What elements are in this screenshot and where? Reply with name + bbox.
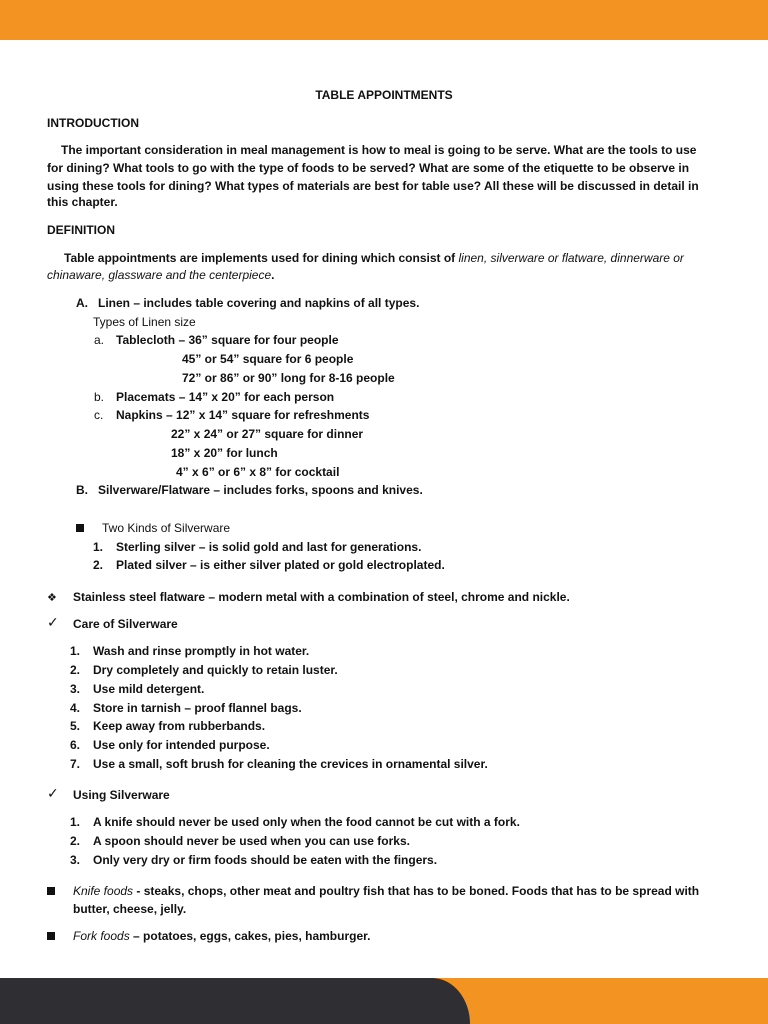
stainless-text: Stainless steel flatware – modern metal with a combination of steel, chrome and nickle. [73,590,570,604]
care-item-marker: 6. [70,738,81,752]
square-bullet-icon [47,883,55,899]
using-item: Only very dry or firm foods should be eaten with the fingers. [93,853,438,867]
care-item: Wash and rinse promptly in hot water. [93,644,310,658]
care-item-marker: 7. [70,757,81,771]
care-item-marker: 2. [70,663,81,677]
kinds-item-marker: 2. [93,558,104,572]
care-item-marker: 5. [70,719,81,733]
care-item-marker: 1. [70,644,81,658]
linen-item: 22” x 24” or 27” square for dinner [171,427,364,441]
kinds-label: Two Kinds of Silverware [102,521,231,535]
linen-text: Linen – includes table covering and napkins of all types. [98,296,420,310]
using-item: A spoon should never be used when you can use forks. [93,834,410,848]
kinds-item: Sterling silver – is solid gold and last for generations. [116,540,422,554]
care-item: Use mild detergent. [93,682,205,696]
care-item: Use only for intended purpose. [93,738,270,752]
linen-item: 45” or 54” square for 6 people [182,352,354,366]
footer-dark-strip [0,978,470,1024]
linen-item-marker: c. [94,408,104,422]
linen-marker: A. [76,296,88,310]
definition-line-2 [47,267,274,283]
knife-foods-line-2: butter, cheese, jelly. [73,902,187,916]
intro-line-4: this chapter. [47,195,118,209]
using-item-marker: 3. [70,853,81,867]
care-item: Store in tarnish – proof flannel bags. [93,701,302,715]
linen-item: Tablecloth – 36” square for four people [116,333,339,347]
knife-foods-line-1 [73,883,699,899]
intro-line-2: for dining? What tools to go with the type of foods to be served? What are some of the etiquette to be observe in [47,161,690,175]
fork-foods-text: – potatoes, eggs, cakes, pies, hamburger. [129,929,371,943]
bottom-footer-band [0,978,768,1024]
linen-item: 72” or 86” or 90” long for 8-16 people [182,371,395,385]
fork-foods-label: Fork foods [73,929,130,943]
linen-sub-label: Types of Linen size [93,315,196,329]
definition-italic-text-2: chinaware, glassware and the centerpiece [47,268,272,282]
intro-line-1: The important consideration in meal management is how to meal is going to be serve. What are the tools to use [61,143,697,157]
square-bullet-icon [76,520,84,536]
square-bullet-icon [47,928,55,944]
intro-line-3: using these tools for dining? What types of materials are best for table use? All these will be discussed in detail in [47,179,699,193]
linen-item-marker: a. [94,333,105,347]
definition-plain-text: Table appointments are implements used for dining which consist of [64,251,459,265]
checkmark-icon: ✓ [47,786,59,802]
linen-item-marker: b. [94,390,105,404]
care-item: Use a small, soft brush for cleaning the crevices in ornamental silver. [93,757,488,771]
diamond-bullet-icon: ❖ [47,591,57,604]
care-item-marker: 4. [70,701,81,715]
kinds-item-marker: 1. [93,540,104,554]
fork-foods-line [73,928,370,944]
definition-heading: DEFINITION [47,223,115,237]
care-item: Dry completely and quickly to retain luster. [93,663,338,677]
linen-item: 18” x 20” for lunch [171,446,278,460]
linen-item: Placemats – 14” x 20” for each person [116,390,335,404]
top-accent-bar [0,0,768,40]
silverware-marker: B. [76,483,88,497]
checkmark-icon: ✓ [47,615,59,631]
care-item: Keep away from rubberbands. [93,719,266,733]
linen-item: Napkins – 12” x 14” square for refreshments [116,408,370,422]
using-item-marker: 1. [70,815,81,829]
linen-item: 4” x 6” or 6” x 8” for cocktail [176,465,340,479]
introduction-heading: INTRODUCTION [47,116,139,130]
care-item-marker: 3. [70,682,81,696]
silverware-text: Silverware/Flatware – includes forks, spoons and knives. [98,483,423,497]
using-item: A knife should never be used only when the food cannot be cut with a fork. [93,815,520,829]
kinds-item: Plated silver – is either silver plated or gold electroplated. [116,558,445,572]
definition-line-end: . [271,268,275,282]
knife-foods-text: - steaks, chops, other meat and poultry fish that has to be boned. Foods that has to be spread with [133,884,700,898]
using-heading: Using Silverware [73,788,170,802]
page-title: TABLE APPOINTMENTS [315,88,453,102]
definition-italic-text: linen, silverware or flatware, dinnerware or [458,251,684,265]
using-item-marker: 2. [70,834,81,848]
knife-foods-label: Knife foods [73,884,134,898]
definition-line-1 [64,250,684,266]
care-heading: Care of Silverware [73,617,178,631]
